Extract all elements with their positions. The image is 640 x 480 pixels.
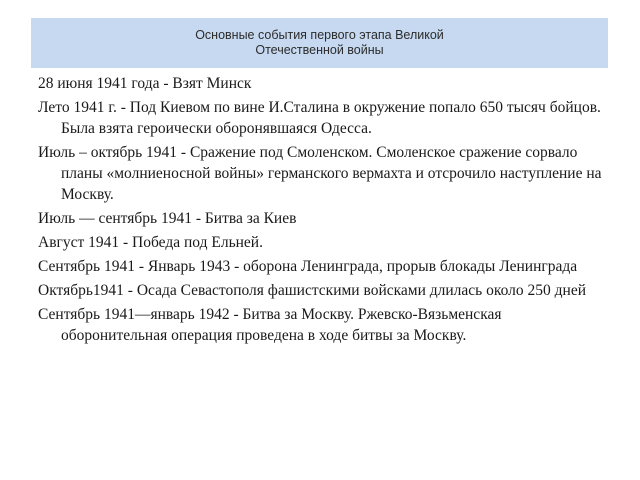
events-list	[38, 73, 610, 349]
slide-title-box	[31, 18, 608, 68]
event-item: Сентябрь 1941 - Январь 1943 - оборона Ленинграда, прорыв блокады Ленинграда	[38, 258, 578, 275]
event-item: Октябрь1941 - Осада Севастополя фашистскими войсками длилась около 250 дней	[38, 282, 587, 299]
event-item: Лето 1941 г. - Под Киевом по вине И.Сталина в окружение попало 650 тысяч бойцов. Была взята героически оборонявшаяся Одесса.	[38, 99, 601, 137]
slide-title	[195, 28, 444, 58]
slide-title-line-2: Отечественной войны	[255, 43, 384, 57]
slide-title-line-1: Основные события первого этапа Великой	[195, 28, 444, 42]
event-item: Июль — сентябрь 1941 - Битва за Киев	[38, 210, 297, 227]
event-item: Август 1941 - Победа под Ельней.	[38, 234, 263, 251]
event-item: 28 июня 1941 года - Взят Минск	[38, 75, 252, 92]
event-item: Июль – октябрь 1941 - Сражение под Смоленском. Смоленское сражение сорвало планы «молниеносной войны» германского вермахта и отсрочило наступление на Москву.	[38, 144, 602, 203]
event-item: Сентябрь 1941—январь 1942 - Битва за Москву. Ржевско-Вязьменская оборонительная операция проведена в ходе битвы за Москву.	[38, 306, 502, 344]
